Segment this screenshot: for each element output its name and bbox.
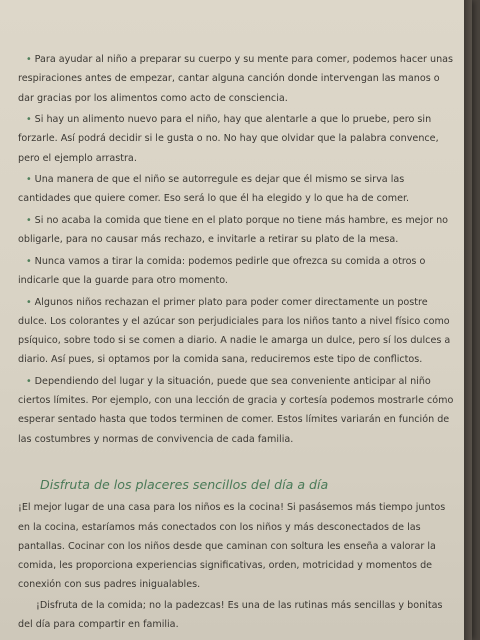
bullet-icon: • <box>26 375 32 387</box>
tip-bullet-3 <box>18 170 458 209</box>
section-spacer <box>18 451 458 475</box>
bullet-text: Si hay un alimento nuevo para el niño, hay que alentarle a que lo pruebe, pero sin forzarle. Así podrá decidir si le gusta o no. No hay que olvidar que la palabra convence, pero el ejemplo arrastra. <box>18 114 439 164</box>
body-paragraph-2: ¡Disfruta de la comida; no la padezcas! Es una de las rutinas más sencillas y bonitas del día para compartir en familia. <box>18 599 443 631</box>
bullet-text: Para ayudar al niño a preparar su cuerpo y su mente para comer, podemos hacer unas respiraciones antes de empezar, cantar alguna canción donde intervengan las manos o dar gracias por los alimentos como acto de consciencia. <box>18 54 454 104</box>
bullet-text: Algunos niños rechazan el primer plato para poder comer directamente un postre dulce. Los colorantes y el azúcar son perjudiciales para los niños tanto a nivel físico como psíquico, sobre todo si se comen a diario. A nadie le amarga un dulce, pero sí los dulces a diario. Así pues, si optamos por la comida sana, reduciremos este tipo de conflictos. <box>18 296 451 366</box>
bullet-text: Dependiendo del lugar y la situación, puede que sea conveniente anticipar al niño ciertos límites. Por ejemplo, con una lección de gracia y cortesía podemos mostrarle cómo esperar sentado hasta que todos terminen de comer. Estos límites variarán en función de las costumbres y normas de convivencia de cada familia. <box>18 375 454 445</box>
tip-bullet-6 <box>18 293 458 370</box>
section-heading: Disfruta de los placeres sencillos del día a día <box>40 477 329 493</box>
tip-bullet-1 <box>18 50 458 108</box>
bullet-text: Una manera de que el niño se autorregule es dejar que él mismo se sirva las cantidades que quiere comer. Eso será lo que él ha elegido y lo que ha de comer. <box>18 174 410 205</box>
tip-bullet-4 <box>18 211 458 250</box>
bullet-icon: • <box>26 255 32 267</box>
bullet-text: Si no acaba la comida que tiene en el plato porque no tiene más hambre, es mejor no obligarle, para no causar más rechazo, e invitarle a retirar su plato de la mesa. <box>18 214 449 246</box>
bullet-icon: • <box>26 296 32 308</box>
tip-bullet-5 <box>18 252 458 291</box>
page-content <box>18 50 458 635</box>
bullet-icon: • <box>26 214 32 226</box>
bullet-icon: • <box>26 174 32 186</box>
bullet-text: Nunca vamos a tirar la comida: podemos pedirle que ofrezca su comida a otros o indicarle que la guarde para otro momento. <box>18 255 426 287</box>
body-paragraph-1: ¡El mejor lugar de una casa para los niños es la cocina! Si pasásemos más tiempo juntos en la cocina, estaríamos más conectados con los niños y más desconectados de las pantallas. Cocinar con los niños desde que caminan con soltura les enseña a valorar la comida, les proporciona experiencias significativas, orden, motricidad y momentos de conexión con sus padres inigualables. <box>18 502 446 591</box>
tip-bullet-7 <box>18 372 458 449</box>
tip-bullet-2 <box>18 110 458 168</box>
bullet-icon: • <box>26 54 32 65</box>
bullet-icon: • <box>26 114 32 126</box>
page-edge-shadow <box>464 0 472 640</box>
